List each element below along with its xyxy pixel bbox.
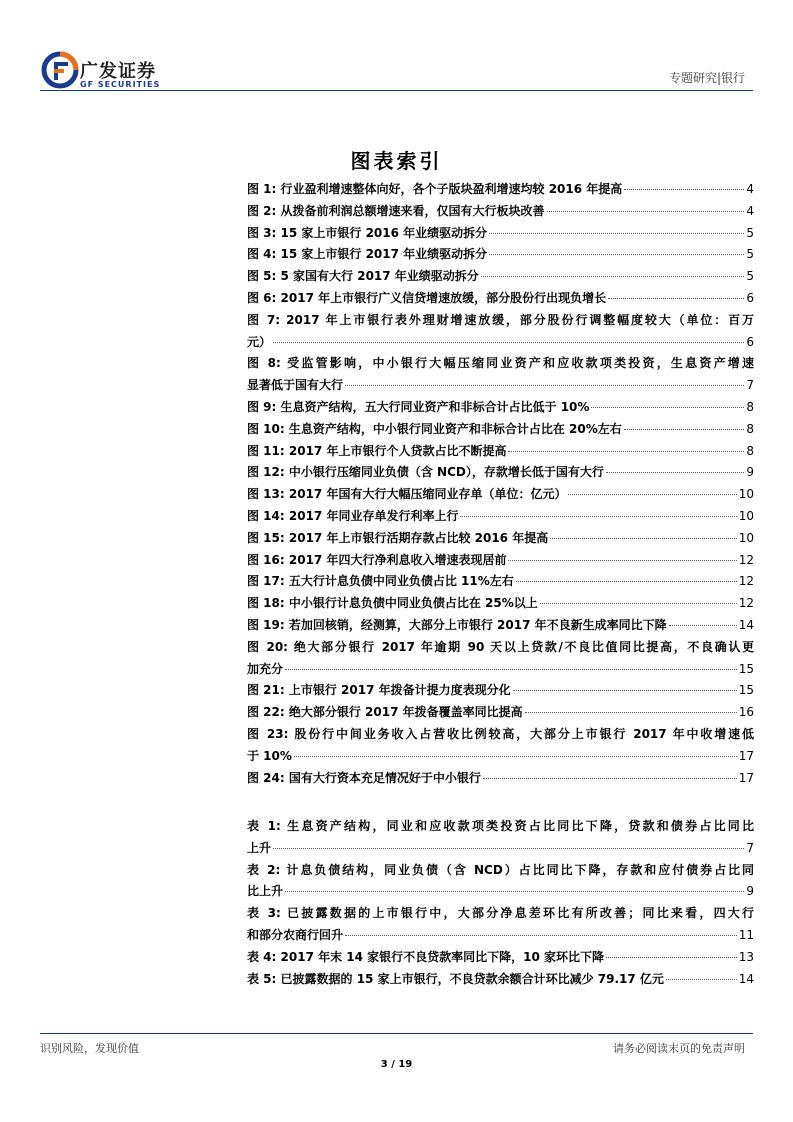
toc-page-number: 9 — [746, 465, 754, 480]
toc-leader-dots — [508, 451, 744, 452]
toc-leader-dots — [345, 385, 744, 386]
toc-title-cont: 和部分农商行回升 — [247, 927, 344, 942]
toc-title: 受监管影响，中小银行大幅压缩同业资产和应收款项类投资，生息资产增速 — [287, 356, 755, 371]
toc-line — [247, 441, 754, 463]
toc-entry[interactable] — [247, 288, 754, 310]
toc-leader-dots — [489, 254, 744, 255]
toc-page-number: 8 — [746, 421, 754, 436]
toc-line — [247, 179, 754, 201]
toc-label: 图 9: — [247, 399, 277, 414]
toc-line — [247, 724, 754, 746]
toc-leader-dots — [591, 407, 744, 408]
toc-page-number: 13 — [738, 949, 754, 964]
toc-entry[interactable] — [247, 969, 754, 991]
toc-entry[interactable] — [247, 419, 754, 441]
toc-title: 国有大行资本充足情况好于中小银行 — [288, 770, 481, 785]
toc-leader-dots — [285, 891, 744, 892]
toc-title: 2017 年四大行净利息收入增速表现居前 — [288, 552, 507, 567]
toc-label: 图 4: — [247, 247, 277, 262]
toc-page-number: 12 — [738, 574, 754, 589]
footer-divider — [40, 1033, 753, 1034]
toc-title-cont: 元） — [247, 334, 272, 349]
toc-page-number: 14 — [738, 971, 754, 986]
toc-title: 绝大部分银行 2017 年逾期 90 天以上贷款/不良比值同比提高，不良确认更 — [293, 639, 754, 654]
toc-leader-dots — [513, 690, 737, 691]
toc-entry[interactable] — [247, 637, 754, 681]
toc-title: 2017 年上市银行表外理财增速放缓，部分股份行调整幅度较大（单位：百万 — [286, 312, 754, 327]
toc-page-number: 12 — [738, 552, 754, 567]
toc-title: 生息资产结构，五大行同业资产和非标合计占比低于 10% — [280, 399, 590, 414]
toc-page-number: 10 — [738, 508, 754, 523]
toc-entry[interactable] — [247, 462, 754, 484]
toc-entry[interactable] — [247, 244, 754, 266]
toc-title-cont: 上升 — [247, 840, 272, 855]
toc-title: 中小银行压缩同业负债（含 NCD），存款增长低于国有大行 — [288, 465, 604, 480]
toc-entry[interactable] — [247, 201, 754, 223]
toc-leader-dots — [273, 342, 744, 343]
toc-entry[interactable] — [247, 397, 754, 419]
toc-entry[interactable] — [247, 571, 754, 593]
toc-line — [247, 838, 754, 860]
toc-line — [247, 637, 754, 659]
toc-label: 表 3: — [247, 906, 281, 921]
toc-entry[interactable] — [247, 266, 754, 288]
toc-line — [247, 571, 754, 593]
brand-name: 广发证券 — [80, 61, 156, 82]
toc-page-number: 17 — [738, 770, 754, 785]
toc-line — [247, 969, 754, 991]
toc-line — [247, 615, 754, 637]
toc-title: 中小银行计息负债中同业负债占比在 25%以上 — [288, 596, 538, 611]
toc-leader-dots — [489, 233, 744, 234]
toc-page-number: 5 — [746, 247, 754, 262]
toc-leader-dots — [568, 494, 736, 495]
toc-leader-dots — [294, 756, 737, 757]
toc-leader-dots — [285, 669, 737, 670]
toc-line — [247, 462, 754, 484]
toc-entry[interactable] — [247, 353, 754, 397]
toc-title: 2017 年末 14 家银行不良贷款率同比下降，10 家环比下降 — [280, 949, 605, 964]
toc-line — [247, 947, 754, 969]
toc-page-number: 6 — [746, 290, 754, 305]
toc-page-number: 15 — [738, 683, 754, 698]
table-index — [247, 816, 754, 990]
toc-title: 已披露数据的上市银行中，大部分净息差环比有所改善；同比来看，四大行 — [287, 906, 755, 921]
toc-entry[interactable] — [247, 816, 754, 860]
toc-page-number: 7 — [746, 378, 754, 393]
toc-line — [247, 528, 754, 550]
toc-title: 股份行中间业务收入占营收比例较高，大部分上市银行 2017 年中收增速低 — [294, 726, 754, 741]
toc-label: 表 4: — [247, 949, 277, 964]
toc-line — [247, 816, 754, 838]
toc-title-cont: 显著低于国有大行 — [247, 378, 344, 393]
toc-line — [247, 860, 754, 882]
toc-line — [247, 903, 754, 925]
toc-title: 生息资产结构，中小银行同业资产和非标合计占比在 20%左右 — [288, 421, 622, 436]
toc-line — [247, 223, 754, 245]
toc-leader-dots — [550, 538, 737, 539]
toc-entry[interactable] — [247, 550, 754, 572]
toc-title: 2017 年上市银行活期存款占比较 2016 年提高 — [288, 530, 549, 545]
toc-title: 计息负债结构，同业负债（含 NCD）占比同比下降，存款和应付债券占比同 — [286, 862, 754, 877]
toc-leader-dots — [525, 712, 737, 713]
toc-leader-dots — [669, 625, 737, 626]
toc-page-number: 10 — [738, 530, 754, 545]
toc-label: 图 16: — [247, 552, 285, 567]
page-number: 3 / 19 — [380, 1059, 413, 1070]
toc-entry[interactable] — [247, 860, 754, 904]
toc-label: 表 1: — [247, 819, 281, 833]
toc-entry[interactable] — [247, 528, 754, 550]
toc-label: 图 12: — [247, 465, 285, 480]
toc-label: 图 22: — [247, 705, 285, 720]
toc-leader-dots — [624, 189, 744, 190]
toc-label: 图 8: — [247, 356, 281, 371]
toc-page-number: 4 — [746, 203, 754, 218]
toc-label: 表 2: — [247, 862, 281, 877]
report-section: 专题研究|银行 — [668, 71, 745, 85]
toc-label: 图 20: — [247, 639, 288, 654]
toc-leader-dots — [608, 298, 744, 299]
toc-page-number: 5 — [746, 269, 754, 284]
toc-leader-dots — [483, 778, 737, 779]
footer-slogan: 识别风险，发现价值 — [40, 1042, 139, 1055]
toc-page-number: 5 — [746, 225, 754, 240]
toc-page-number: 14 — [738, 617, 754, 632]
toc-label: 图 13: — [247, 487, 285, 502]
toc-title: 从拨备前利润总额增速来看，仅国有大行板块改善 — [280, 203, 545, 218]
toc-leader-dots — [345, 935, 737, 936]
toc-label: 表 5: — [247, 971, 277, 986]
toc-entry[interactable] — [247, 702, 754, 724]
toc-entry[interactable] — [247, 903, 754, 947]
toc-page-number: 10 — [738, 487, 754, 502]
toc-label: 图 5: — [247, 269, 277, 284]
toc-leader-dots — [606, 472, 744, 473]
toc-title: 2017 年上市银行个人贷款占比不断提高 — [288, 443, 507, 458]
toc-title-cont: 加充分 — [247, 661, 284, 676]
toc-leader-dots — [481, 276, 745, 277]
toc-title: 15 家上市银行 2017 年业绩驱动拆分 — [280, 247, 488, 262]
toc-label: 图 19: — [247, 617, 285, 632]
toc-page-number: 16 — [738, 705, 754, 720]
toc-label: 图 3: — [247, 225, 277, 240]
toc-page-number: 7 — [746, 840, 754, 855]
toc-page-number: 9 — [746, 884, 754, 899]
figure-index — [247, 179, 754, 789]
toc-line — [247, 244, 754, 266]
disclaimer-notice: 请务必阅读末页的免责声明 — [613, 1042, 745, 1055]
toc-page-number: 8 — [746, 399, 754, 414]
toc-label: 图 23: — [247, 726, 289, 741]
toc-entry[interactable] — [247, 441, 754, 463]
toc-entry[interactable] — [247, 223, 754, 245]
toc-title: 若加回核销，经测算，大部分上市银行 2017 年不良新生成率同比下降 — [288, 617, 667, 632]
toc-title: 2017 年同业存单发行利率上行 — [288, 508, 459, 523]
toc-label: 图 14: — [247, 508, 285, 523]
page-title: 图表索引 — [350, 149, 443, 173]
toc-line — [247, 768, 754, 790]
toc-title-cont: 比上升 — [247, 884, 284, 899]
toc-page-number: 17 — [738, 748, 754, 763]
toc-entry[interactable] — [247, 680, 754, 702]
toc-label: 图 18: — [247, 596, 285, 611]
toc-entry[interactable] — [247, 615, 754, 637]
toc-line — [247, 353, 754, 375]
toc-leader-dots — [547, 211, 745, 212]
toc-line — [247, 332, 754, 354]
toc-page-number: 8 — [746, 443, 754, 458]
toc-line — [247, 881, 754, 903]
toc-leader-dots — [606, 957, 737, 958]
toc-label: 图 15: — [247, 530, 285, 545]
toc-label: 图 24: — [247, 770, 285, 785]
toc-page-number: 11 — [738, 927, 754, 942]
toc-line — [247, 419, 754, 441]
toc-line — [247, 659, 754, 681]
toc-leader-dots — [508, 560, 736, 561]
toc-label: 图 11: — [247, 443, 285, 458]
toc-line — [247, 484, 754, 506]
toc-entry[interactable] — [247, 593, 754, 615]
toc-title-cont: 于 10% — [247, 748, 292, 763]
toc-entry[interactable] — [247, 724, 754, 768]
toc-label: 图 21: — [247, 683, 285, 698]
brand-name-en: GF SECURITIES — [80, 80, 161, 89]
toc-leader-dots — [540, 603, 737, 604]
toc-leader-dots — [273, 848, 744, 849]
toc-entry[interactable] — [247, 310, 754, 354]
toc-page-number: 4 — [746, 182, 754, 196]
toc-page-number: 12 — [738, 596, 754, 611]
toc-title: 15 家上市银行 2016 年业绩驱动拆分 — [280, 225, 488, 240]
toc-line — [247, 550, 754, 572]
toc-line — [247, 702, 754, 724]
toc-entry[interactable] — [247, 484, 754, 506]
toc-line — [247, 397, 754, 419]
toc-title: 五大行计息负债中同业负债占比 11%左右 — [288, 574, 514, 589]
toc-leader-dots — [666, 979, 737, 980]
toc-label: 图 7: — [247, 312, 281, 327]
toc-leader-dots — [624, 429, 745, 430]
toc-label: 图 10: — [247, 421, 285, 436]
toc-line — [247, 680, 754, 702]
toc-title: 行业盈利增速整体向好，各个子版块盈利增速均较 2016 年提高 — [280, 182, 623, 196]
toc-leader-dots — [460, 516, 736, 517]
toc-label: 图 17: — [247, 574, 285, 589]
toc-title: 绝大部分银行 2017 年拨备覆盖率同比提高 — [288, 705, 523, 720]
toc-line — [247, 593, 754, 615]
toc-label: 图 6: — [247, 290, 277, 305]
toc-line — [247, 266, 754, 288]
toc-title: 上市银行 2017 年拨备计提力度表现分化 — [288, 683, 511, 698]
toc-page-number: 15 — [738, 661, 754, 676]
toc-entry[interactable] — [247, 947, 754, 969]
toc-entry[interactable] — [247, 179, 754, 201]
toc-line — [247, 310, 754, 332]
toc-line — [247, 746, 754, 768]
toc-line — [247, 375, 754, 397]
toc-entry[interactable] — [247, 768, 754, 790]
toc-entry[interactable] — [247, 506, 754, 528]
toc-title: 生息资产结构，同业和应收款项类投资占比同比下降，贷款和债券占比同比 — [287, 819, 755, 833]
toc-title: 已披露数据的 15 家上市银行，不良贷款余额合计环比减少 79.17 亿元 — [280, 971, 664, 986]
toc-title: 5 家国有大行 2017 年业绩驱动拆分 — [280, 269, 479, 284]
toc-line — [247, 201, 754, 223]
toc-line — [247, 925, 754, 947]
toc-title: 2017 年国有大行大幅压缩同业存单（单位：亿元） — [288, 487, 567, 502]
header-divider — [40, 90, 753, 91]
toc-title: 2017 年上市银行广义信贷增速放缓，部分股份行出现负增长 — [280, 290, 607, 305]
toc-line — [247, 288, 754, 310]
toc-page-number: 6 — [746, 334, 754, 349]
toc-label: 图 2: — [247, 203, 277, 218]
toc-label: 图 1: — [247, 182, 277, 196]
toc-line — [247, 506, 754, 528]
toc-leader-dots — [516, 581, 737, 582]
